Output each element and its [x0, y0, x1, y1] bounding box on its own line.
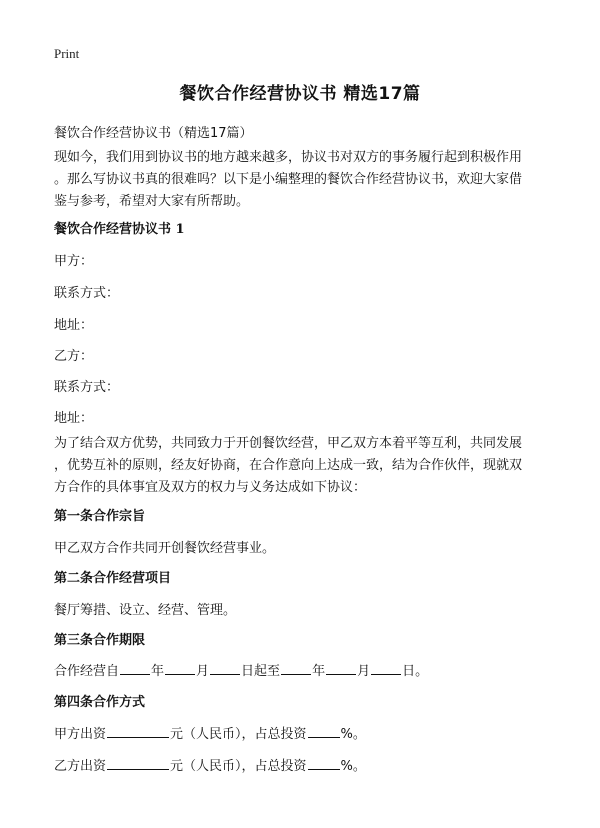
page-title: 餐饮合作经营协议书 精选17篇 [179, 84, 421, 104]
investment-suffix: %。 [340, 727, 366, 742]
investment-prefix: 甲方出资 [54, 727, 107, 742]
amount-blank [107, 725, 169, 738]
end-day-blank [371, 662, 401, 675]
intro-line: 。那么写协议书真的很难吗？以下是小编整理的餐饮合作经营协议书，欢迎大家借 [54, 172, 523, 187]
article-3-heading: 第三条合作期限 [54, 633, 146, 648]
term-prefix: 合作经营自 [54, 664, 120, 679]
term-month-label: 月 [357, 664, 371, 679]
investment-unit: 元（人民币），占总投资 [170, 759, 307, 774]
term-month-label: 月 [196, 664, 210, 679]
article-1-text: 甲乙双方合作共同开创餐饮经营事业。 [54, 541, 276, 556]
party-b-investment-line [54, 755, 366, 774]
purpose-paragraph [54, 433, 550, 499]
document-subtitle: 餐饮合作经营协议书（精选17篇） [54, 126, 253, 141]
term-day-label: 日起至 [241, 664, 281, 679]
start-year-blank [120, 662, 150, 675]
investment-unit: 元（人民币），占总投资 [170, 727, 307, 742]
party-b-label: 乙方： [54, 349, 94, 364]
percent-blank [308, 757, 340, 770]
article-2-text: 餐厅筹措、设立、经营、管理。 [54, 603, 237, 618]
term-year-label: 年 [151, 664, 165, 679]
contact-b-label: 联系方式： [54, 380, 120, 395]
party-a-investment-line [54, 723, 366, 742]
address-a-label: 地址： [54, 318, 94, 333]
article-3-term-line [54, 660, 428, 679]
purpose-line: ，优势互补的原则，经友好协商，在合作意向上达成一致，结为合作伙伴，现就双 [54, 458, 523, 473]
print-link[interactable]: Print [54, 46, 80, 61]
end-year-blank [281, 662, 311, 675]
intro-line: 现如今，我们用到协议书的地方越来越多，协议书对双方的事务履行起到积极作用 [54, 150, 523, 165]
start-month-blank [165, 662, 195, 675]
intro-line: 鉴与参考，希望对大家有所帮助。 [54, 194, 250, 209]
end-month-blank [326, 662, 356, 675]
intro-paragraph [54, 147, 550, 213]
section-heading: 餐饮合作经营协议书 1 [54, 222, 185, 237]
investment-suffix: %。 [340, 759, 366, 774]
party-a-label: 甲方： [54, 254, 94, 269]
purpose-line: 为了结合双方优势，共同致力于开创餐饮经营，甲乙双方本着平等互利，共同发展 [54, 436, 523, 451]
article-1-heading: 第一条合作宗旨 [54, 509, 146, 524]
term-year-label: 年 [312, 664, 326, 679]
amount-blank [107, 757, 169, 770]
start-day-blank [210, 662, 240, 675]
article-4-heading: 第四条合作方式 [54, 695, 146, 710]
percent-blank [308, 725, 340, 738]
address-b-label: 地址： [54, 411, 94, 426]
contact-a-label: 联系方式： [54, 286, 120, 301]
article-2-heading: 第二条合作经营项目 [54, 571, 172, 586]
term-day-label: 日。 [402, 664, 429, 679]
investment-prefix: 乙方出资 [54, 759, 107, 774]
purpose-line: 方合作的具体事宜及双方的权力与义务达成如下协议： [54, 480, 367, 495]
